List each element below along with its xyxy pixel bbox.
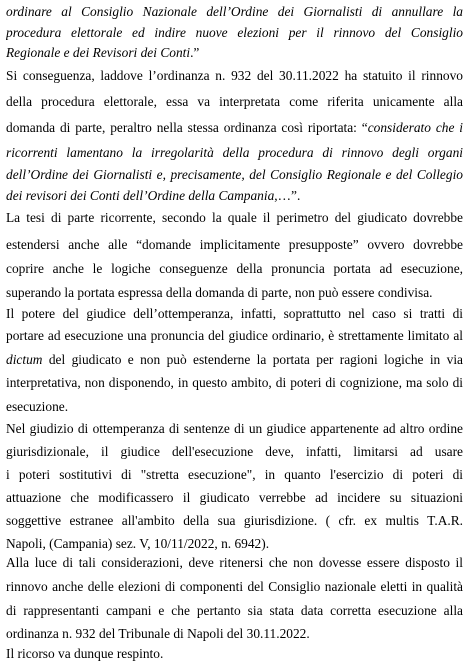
text-segment: i poteri sostitutivi di "stretta esecuzione", in quanto l'esercizio di poteri di [6, 467, 463, 482]
text-segment: estendersi anche alle “domande implicitamente presupposte” ovvero dovrebbe [6, 237, 463, 252]
text-line [6, 285, 463, 301]
italic-text-segment: dictum [6, 352, 43, 367]
text-line [6, 210, 463, 226]
text-line [6, 94, 463, 110]
text-line [6, 68, 463, 84]
text-segment: Si conseguenza, laddove l’ordinanza n. 932 del 30.11.2022 ha statuito il rinnovo [6, 68, 463, 83]
text-line [6, 261, 463, 277]
text-line [6, 490, 463, 506]
text-segment: Nel giudizio di ottemperanza di sentenze di un giudice appartenente ad altro ordine [6, 421, 463, 436]
text-segment: .” [190, 45, 200, 60]
text-line [6, 421, 463, 437]
italic-text-segment: ricorrenti lamentano la irregolarità della procedura di rinnovo degli organi [6, 145, 463, 160]
text-line [6, 188, 463, 204]
text-segment: del giudicato e non può estenderne la portata per ragioni logiche in via [42, 352, 463, 367]
text-segment: portare ad esecuzione una pronuncia del giudice ordinario, è strettamente limitato al [6, 328, 463, 343]
italic-text-segment: Regionale e dei Revisori dei Conti [6, 45, 191, 60]
text-line [6, 45, 463, 61]
text-segment: attuazione che modificassero il giudicato verrebbe ad incidere su situazioni [6, 490, 463, 505]
text-line [6, 145, 463, 161]
text-line [6, 4, 463, 20]
text-line [6, 25, 463, 41]
text-line [6, 120, 463, 136]
text-line [6, 555, 463, 571]
text-segment: ,…”. [274, 188, 301, 203]
text-segment: della procedura elettorale, essa va interpretata come riferita unicamente alla [6, 94, 463, 109]
text-line [6, 536, 463, 552]
text-segment: coprire anche le logiche conseguenze della pronuncia portata ad esecuzione, [6, 261, 463, 276]
text-line [6, 579, 463, 595]
text-line [6, 467, 463, 483]
text-line [6, 328, 463, 344]
text-segment: superando la portata espressa della domanda di parte, non può essere condivisa. [6, 285, 433, 300]
text-segment: Napoli, (Campania) sez. V, 10/11/2022, n. 6942). [6, 536, 270, 551]
text-segment: rinnovo anche delle elezioni di componenti del Consiglio nazionale eletti in qualità [6, 579, 463, 594]
text-segment: La tesi di parte ricorrente, secondo la quale il perimetro del giudicato dovrebbe [6, 210, 463, 225]
text-segment: ordinanza n. 932 del Tribunale di Napoli del 30.11.2022. [6, 626, 310, 641]
text-line [6, 444, 463, 460]
text-line [6, 513, 463, 529]
text-segment: giurisdizionale, il giudice dell'esecuzione deve, infatti, limitarsi ad usare [6, 444, 463, 459]
text-line [6, 603, 463, 619]
italic-text-segment: dell’Ordine dei Giornalisti e, precisamente, del Consiglio Regionale e del Collegio [6, 167, 463, 182]
text-segment: soggettive estranee all'ambito della sua giurisdizione. ( cfr. ex multis T.A.R. [6, 513, 463, 528]
text-segment: Alla luce di tali considerazioni, deve ritenersi che non dovesse essere disposto il [6, 555, 463, 570]
text-segment: esecuzione. [6, 399, 69, 414]
text-segment: domanda di parte, peraltro nella stessa ordinanza così riportata: “ [6, 120, 368, 135]
text-line [6, 375, 463, 391]
text-segment: interpretativa, non disponendo, in questo ambito, di poteri di cognizione, ma solo di [6, 375, 463, 390]
italic-text-segment: considerato che i [367, 120, 463, 135]
text-line [6, 306, 463, 322]
italic-text-segment: dei revisori dei Conti dell’Ordine della Campania [6, 188, 275, 203]
text-line [6, 167, 463, 183]
text-line [6, 352, 463, 368]
text-line [6, 237, 463, 253]
italic-text-segment: ordinare al Consiglio Nazionale dell’Ordine dei Giornalisti di annullare la [6, 4, 463, 19]
italic-text-segment: procedura elettorale ed indire nuove elezioni per il rinnovo del Consiglio [6, 25, 463, 40]
text-line [6, 646, 463, 662]
text-segment: Il ricorso va dunque respinto. [6, 646, 164, 661]
text-segment: Il potere del giudice dell’ottemperanza, infatti, soprattutto nel caso si tratti di [6, 306, 463, 321]
text-line [6, 626, 463, 642]
text-segment: di rappresentanti campani e che pertanto sia stata data corretta esecuzione alla [6, 603, 463, 618]
text-line [6, 399, 463, 415]
